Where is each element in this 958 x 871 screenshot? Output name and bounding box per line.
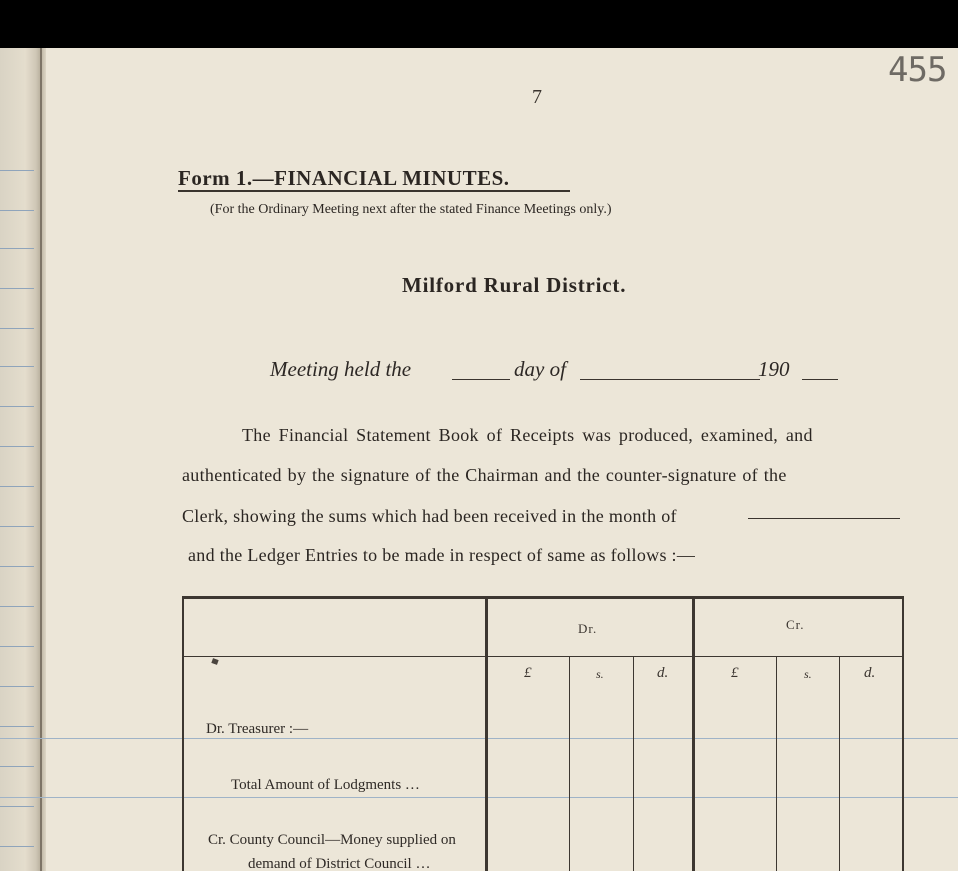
dr-pounds-unit: £: [524, 665, 532, 681]
binding-edge: [40, 48, 42, 871]
margin-rule-stub: [0, 566, 34, 567]
cr-shillings-unit: s.: [804, 667, 812, 681]
margin-rule-stub: [0, 806, 34, 807]
table-left-border: [182, 598, 184, 871]
margin-rule-stub: [0, 210, 34, 211]
month-blank: [580, 379, 760, 380]
paragraph-line-4: and the Ledger Entries to be made in respect of same as follows :—: [188, 545, 696, 565]
day-blank: [452, 379, 510, 380]
dr-shilling-pence-rule: [633, 657, 634, 871]
cr-shilling-pence-rule: [839, 657, 840, 871]
faint-blue-rule: [0, 797, 958, 798]
row-label-demand: demand of District Council …: [248, 856, 431, 871]
margin-rule-stub: [0, 446, 34, 447]
header-separator: [184, 656, 902, 657]
scan-top-border: [0, 0, 958, 48]
margin-rule-stub: [0, 606, 34, 607]
district-name: Milford Rural District.: [402, 273, 627, 297]
table-divider-description: [485, 598, 488, 871]
meeting-day-of: day of: [514, 357, 566, 381]
cr-pound-shilling-rule: [776, 657, 777, 871]
cr-pounds-unit: £: [731, 665, 739, 681]
ink-mark: [211, 658, 218, 665]
document-page: [0, 48, 958, 871]
margin-rule-stub: [0, 686, 34, 687]
margin-rule-stub: [0, 170, 34, 171]
margin-rule-stub: [0, 248, 34, 249]
row-label-county-council: Cr. County Council—Money supplied on: [208, 832, 456, 848]
faint-blue-rule: [0, 738, 958, 739]
year-blank: [802, 379, 838, 380]
cr-column-header: Cr.: [786, 617, 805, 632]
dr-shillings-unit: s.: [596, 667, 604, 681]
margin-rule-stub: [0, 486, 34, 487]
book-binding-margin: [0, 48, 46, 871]
margin-rule-stub: [0, 766, 34, 767]
form-subtitle: (For the Ordinary Meeting next after the stated Finance Meetings only.): [210, 202, 612, 217]
margin-rule-stub: [0, 366, 34, 367]
month-received-blank: [748, 518, 900, 519]
meeting-label: Meeting held the: [270, 357, 412, 381]
margin-rule-stub: [0, 526, 34, 527]
dr-pence-unit: d.: [657, 665, 669, 681]
form-title-underline: [178, 190, 570, 192]
dr-column-header: Dr.: [578, 621, 598, 636]
margin-rule-stub: [0, 726, 34, 727]
table-top-border: [182, 596, 904, 599]
margin-rule-stub: [0, 328, 34, 329]
meeting-year-prefix: 190: [758, 357, 790, 381]
paragraph-line-3: Clerk, showing the sums which had been received in the month of: [182, 506, 677, 526]
cr-pence-unit: d.: [864, 665, 876, 681]
paragraph-line-1: The Financial Statement Book of Receipts was produced, examined, and: [242, 425, 813, 445]
form-title: Form 1.—FINANCIAL MINUTES.: [178, 166, 510, 190]
margin-rule-stub: [0, 288, 34, 289]
paragraph-line-2: authenticated by the signature of the Chairman and the counter-signature of the: [182, 465, 787, 485]
page-number: 7: [532, 86, 542, 108]
folio-number: 455: [888, 50, 947, 90]
dr-pound-shilling-rule: [569, 657, 570, 871]
table-divider-dr-cr: [692, 598, 695, 871]
row-label-total-lodgments: Total Amount of Lodgments …: [231, 777, 420, 793]
row-label-dr-treasurer: Dr. Treasurer :—: [206, 721, 309, 737]
margin-rule-stub: [0, 846, 34, 847]
margin-rule-stub: [0, 646, 34, 647]
table-right-border: [902, 598, 904, 871]
margin-rule-stub: [0, 406, 34, 407]
